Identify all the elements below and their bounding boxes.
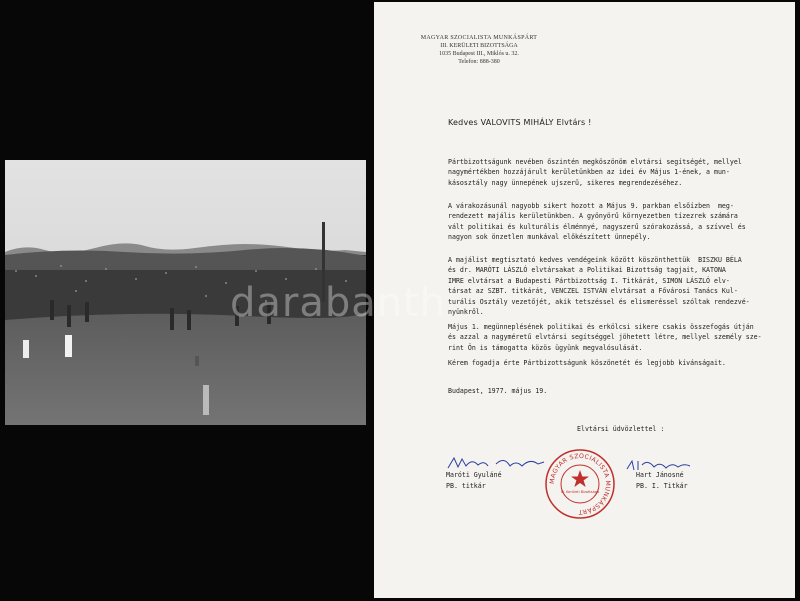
letterhead-phone: Telefon: 888-380 bbox=[458, 59, 500, 65]
paragraph-2 bbox=[448, 201, 746, 243]
letterhead-committee: III. KERÜLETI BIZOTTSÁGA bbox=[440, 43, 518, 49]
paragraph-line: kásosztály nagy ünnepének ujszerű, sikeres megrendezéséhez. bbox=[448, 178, 683, 187]
watermark: darabanth bbox=[230, 280, 447, 326]
signer-1-title: PB. titkár bbox=[446, 482, 486, 490]
paragraph-line: nagyon sok önzetlen munkával előkészített ünnepély. bbox=[448, 233, 651, 242]
party-stamp bbox=[544, 448, 616, 520]
paragraph-line: Pártbizottságunk nevében őszintén megköszönöm elvtársi segítségét, mellyel bbox=[448, 158, 742, 166]
letterhead-org: MAGYAR SZOCIALISTA MUNKÁSPÁRT bbox=[420, 35, 538, 41]
paragraph-line: Kérem fogadja érte Pártbizottságunk köszönetét és legjobb kívánságait. bbox=[448, 359, 726, 367]
stamp-ring-text: MAGYAR SZOCIALISTA MUNKÁSPÁRT bbox=[548, 452, 612, 516]
paragraph-line: rendezett majális kerületünkben. A gyönyörű környezetben tízezrek számára bbox=[448, 212, 738, 221]
paragraph-3 bbox=[448, 255, 750, 317]
paragraph-line: rint Ön is támogatta közös ügyünk megvalósulását. bbox=[448, 343, 643, 352]
signer-1-name: Maróti Gyuláné bbox=[446, 471, 502, 479]
salutation: Kedves VALOVITS MIHÁLY Elvtárs ! bbox=[448, 118, 592, 127]
paragraph-line: turális Osztály vezetőjét, akik tetszéssel és elismeréssel szóltak rendezvé- bbox=[448, 297, 750, 306]
paragraph-line: IMRE elvtársat a Budapesti Pártbizottság I. Titkárát, SIMON LÁSZLÓ elv- bbox=[448, 276, 730, 285]
paragraph-5 bbox=[448, 358, 726, 368]
paragraph-line: nyünkről. bbox=[448, 308, 484, 317]
paragraph-line: nagymértékben hozzájárult kerületünkben az idei év Május 1-ének, a mun- bbox=[448, 168, 730, 177]
letter-date: Budapest, 1977. május 19. bbox=[448, 387, 548, 395]
letterhead bbox=[374, 34, 584, 66]
closing: Elvtársi üdvözlettel : bbox=[577, 425, 665, 433]
paragraph-line: A majálist megtisztató kedves vendégeink között köszönthettük BISZKU BÉLA bbox=[448, 256, 742, 264]
svg-text:MAGYAR SZOCIALISTA MUNKÁSPÁRT bbox=[549, 453, 611, 516]
paragraph-line: vált politikai és kulturális élménnyé, nagyszerű szórakozássá, a szívvel és bbox=[448, 222, 746, 231]
paragraph-1 bbox=[448, 157, 742, 188]
paragraph-line: társat az SZBT. titkárát, VENCZEL ISTVÁN elvtársat a Fővárosi Tanács Kul- bbox=[448, 287, 738, 296]
signer-2-title: PB. I. Titkár bbox=[636, 482, 688, 490]
paragraph-line: és dr. MARÓTI LÁSZLÓ elvtársakat a Politikai Bizottság tagjait, KATONA bbox=[448, 266, 726, 275]
paragraph-line: Május 1. megünneplésének politikai és erkölcsi sikere csakis összefogás útján bbox=[448, 323, 754, 331]
letterhead-address: 1035 Budapest III., Miklós u. 32. bbox=[439, 51, 519, 57]
stamp-inner-text: III. Kerületi Bizottsága bbox=[560, 490, 600, 494]
paragraph-4 bbox=[448, 322, 762, 353]
paragraph-line: A várakozásunál nagyobb sikert hozott a Május 9. parkban elsőízben meg- bbox=[448, 202, 734, 210]
paragraph-line: és azzal a nagyméretű elvtársi segítséggel jöhetett létre, mellyel személy sze- bbox=[448, 333, 762, 342]
signer-2-name: Hart Jánosné bbox=[636, 471, 684, 479]
